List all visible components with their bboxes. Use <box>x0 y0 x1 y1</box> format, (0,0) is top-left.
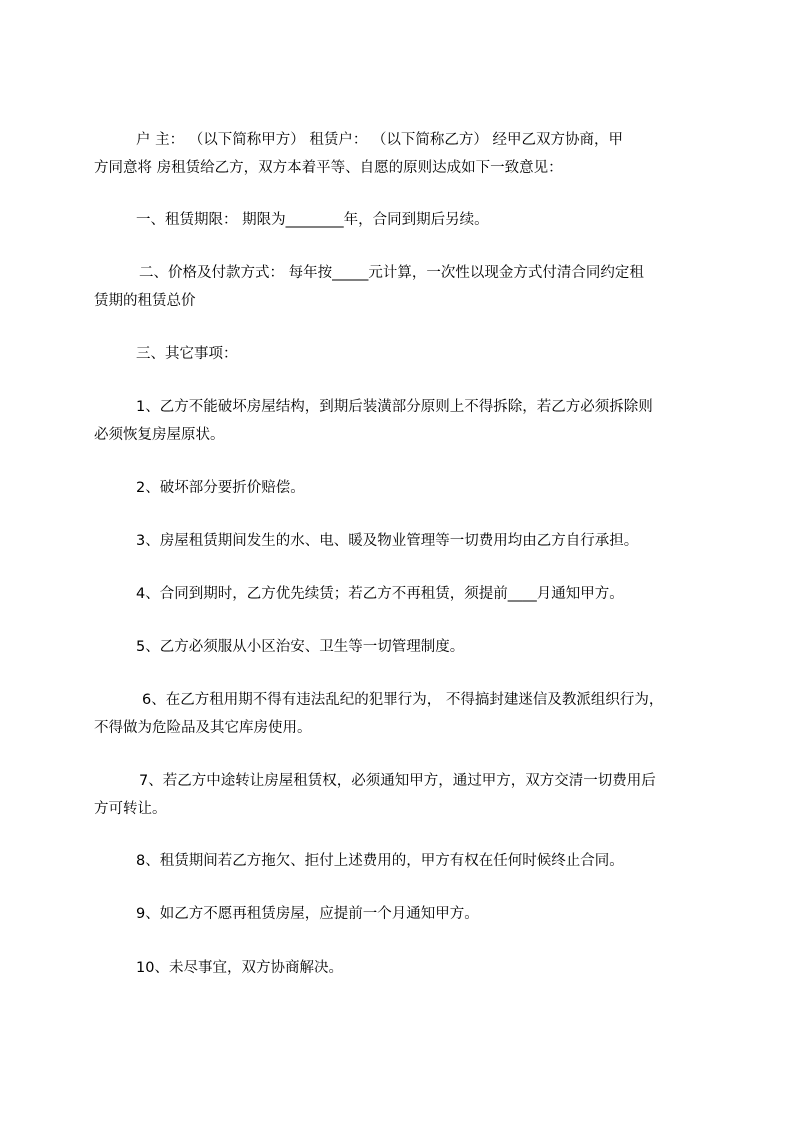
paragraph-line: 户 主： （以下简称甲方） 租赁户： （以下简称乙方） 经甲乙双方协商，甲 <box>136 132 624 148</box>
paragraph-item-3 <box>94 527 694 555</box>
paragraph-line: 1、乙方不能破坏房屋结构，到期后装潢部分原则上不得拆除，若乙方必须拆除则 <box>136 399 653 415</box>
paragraph-line: 10、未尽事宜，双方协商解决。 <box>136 960 343 976</box>
paragraph-term <box>94 206 694 234</box>
paragraph-line: 5、乙方必须服从小区治安、卫生等一切管理制度。 <box>136 639 465 655</box>
paragraph-line: 方同意将 房租赁给乙方，双方本着平等、自愿的原则达成如下一致意见： <box>94 160 563 176</box>
paragraph-intro <box>94 126 694 182</box>
paragraph-line: 方可转让。 <box>94 801 167 817</box>
paragraph-line: 必须恢复房屋原状。 <box>94 427 225 443</box>
paragraph-item-6 <box>94 686 694 742</box>
paragraph-item-4 <box>94 580 694 608</box>
paragraph-line: 3、房屋租赁期间发生的水、电、暖及物业管理等一切费用均由乙方自行承担。 <box>136 533 639 549</box>
paragraph-item-5 <box>94 633 694 661</box>
paragraph-other <box>94 340 694 368</box>
paragraph-line: 不得做为危险品及其它库房使用。 <box>94 720 312 736</box>
paragraph-price <box>94 259 694 315</box>
paragraph-line: 2、破坏部分要折价赔偿。 <box>136 480 305 496</box>
paragraph-line: 6、在乙方租用期不得有违法乱纪的犯罪行为， 不得搞封建迷信及教派组织行为， <box>142 692 664 708</box>
paragraph-item-2 <box>94 474 694 502</box>
paragraph-item-9 <box>94 900 694 928</box>
paragraph-line: 一、租赁期限： 期限为________年，合同到期后另续。 <box>136 212 489 228</box>
paragraph-item-8 <box>94 847 694 875</box>
paragraph-line: 8、租赁期间若乙方拖欠、拒付上述费用的，甲方有权在任何时候终止合同。 <box>136 853 624 869</box>
paragraph-line: 7、若乙方中途转让房屋租赁权，必须通知甲方，通过甲方，双方交清一切费用后 <box>139 773 656 789</box>
paragraph-line: 4、合同到期时，乙方优先续赁；若乙方不再租赁，须提前____月通知甲方。 <box>136 586 624 602</box>
paragraph-item-10 <box>94 954 694 982</box>
paragraph-item-7 <box>94 767 694 823</box>
paragraph-line: 二、价格及付款方式： 每年按_____元计算，一次性以现金方式付清合同约定租 <box>139 265 644 281</box>
paragraph-line: 三、其它事项： <box>136 346 238 362</box>
paragraph-line: 9、如乙方不愿再租赁房屋，应提前一个月通知甲方。 <box>136 906 479 922</box>
paragraph-line: 赁期的租赁总价 <box>94 293 196 309</box>
paragraph-item-1 <box>94 393 694 449</box>
